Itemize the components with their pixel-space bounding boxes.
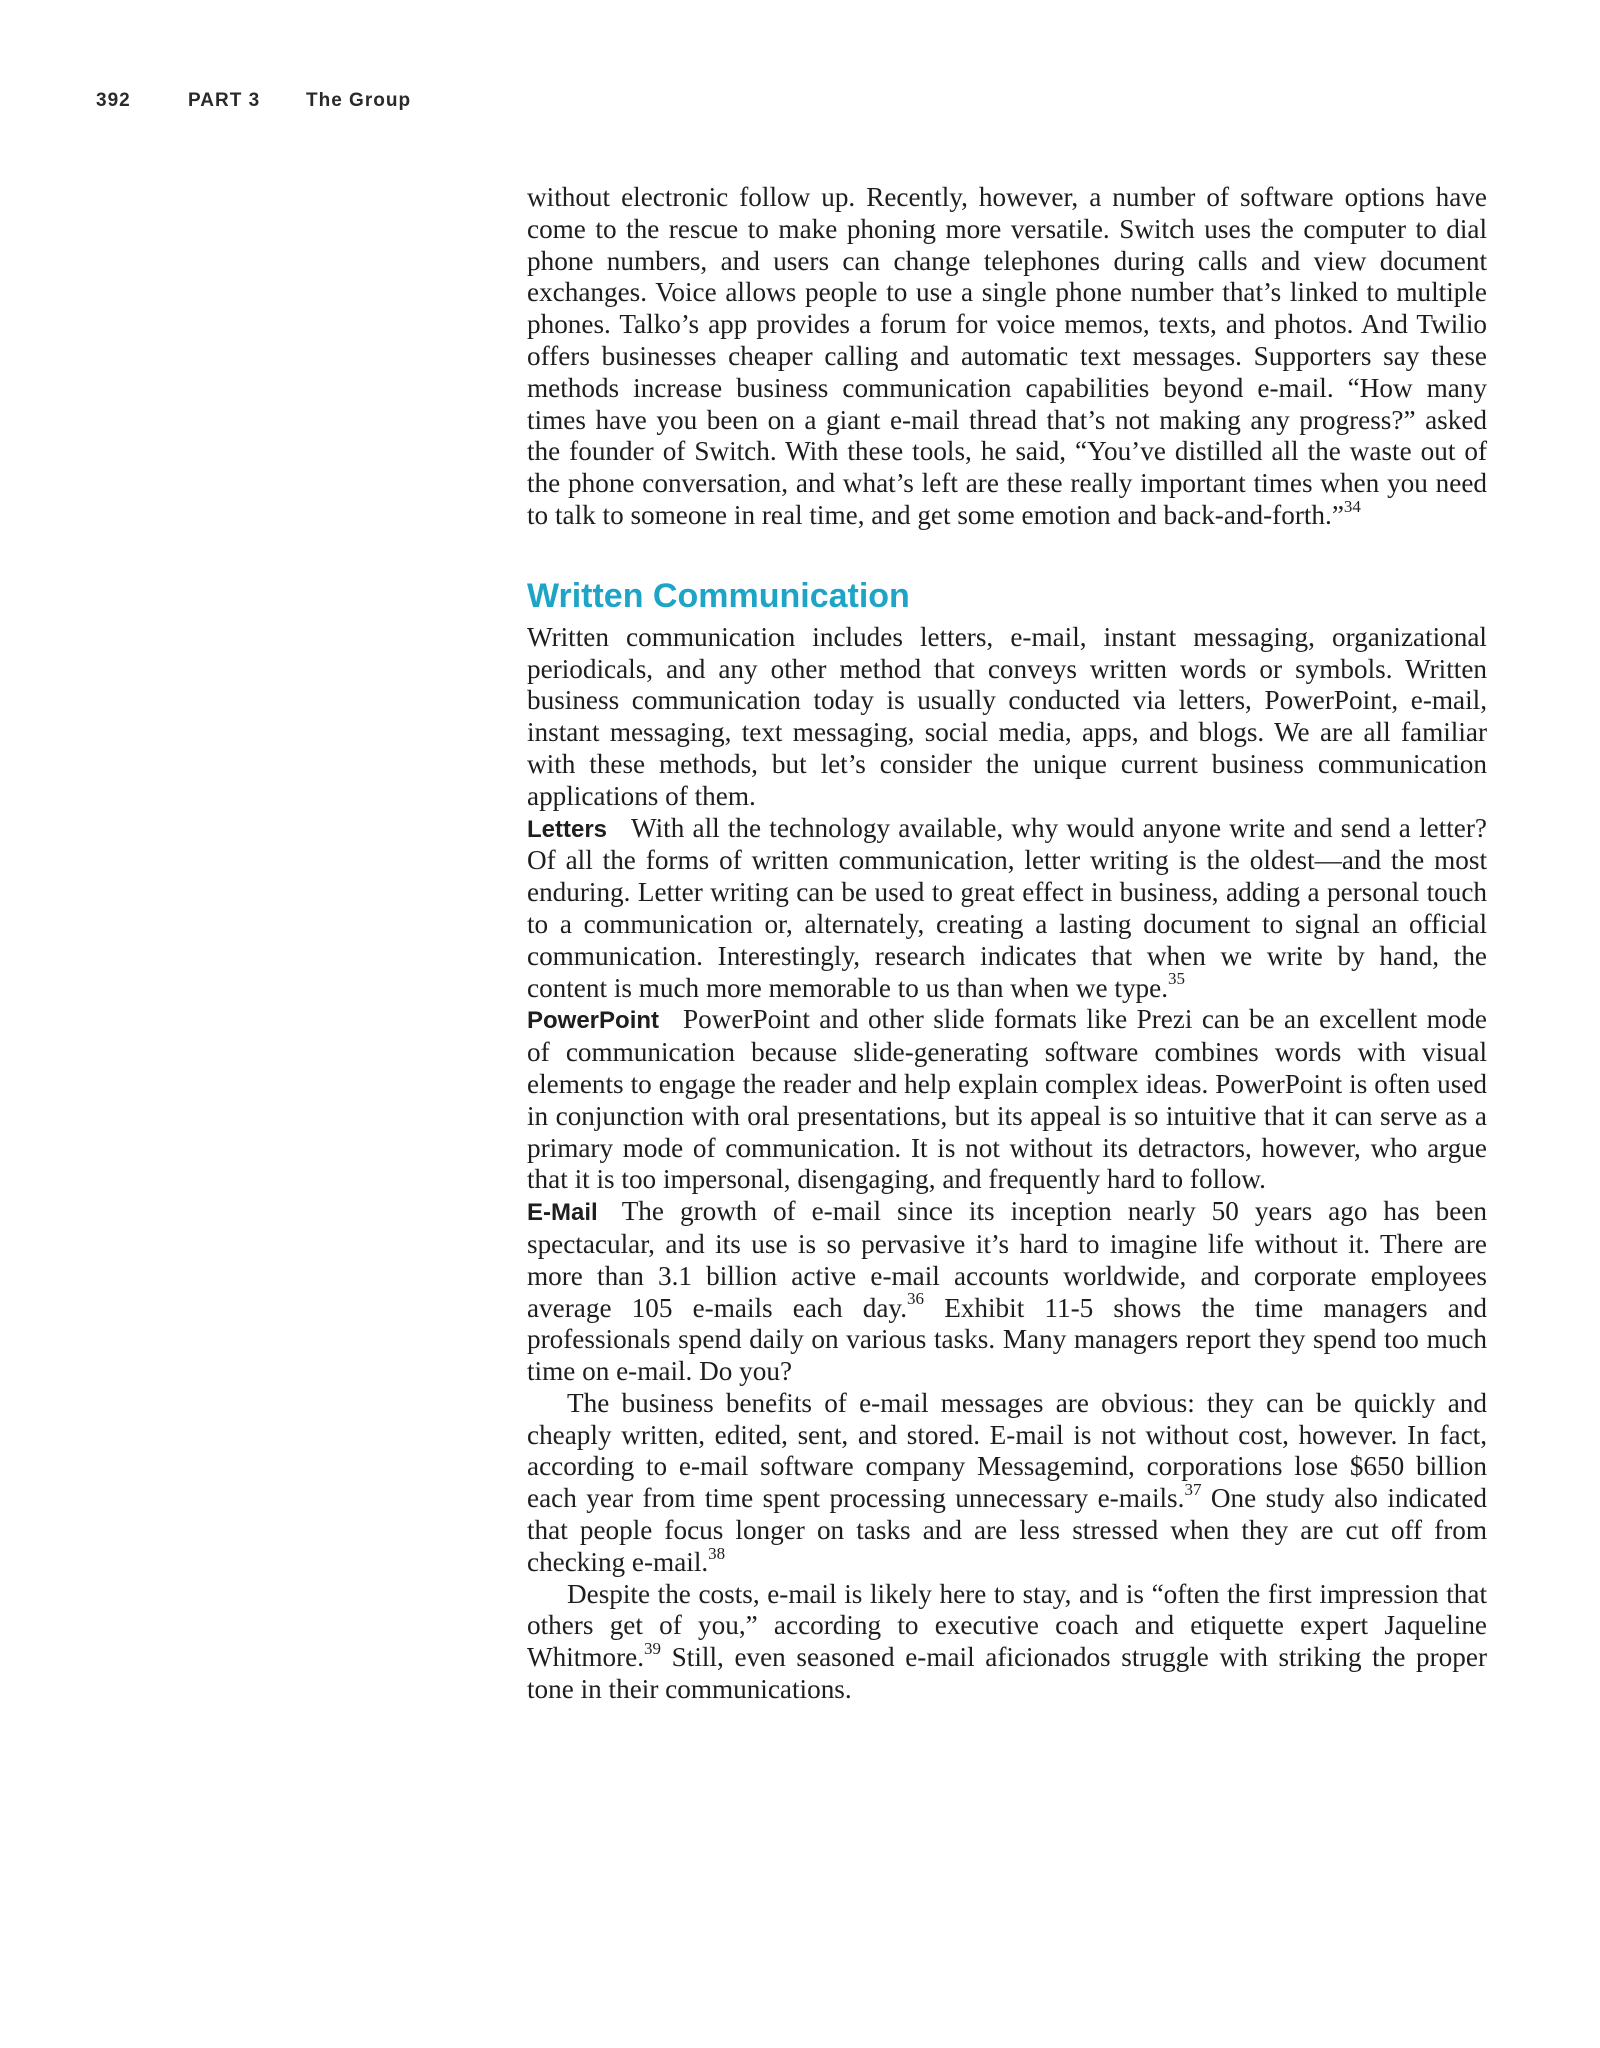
section-heading: Written Communication: [527, 576, 910, 615]
body-text: [527, 182, 1487, 1706]
email-heading: E-Mail: [527, 1199, 598, 1227]
part-label: PART 3: [188, 90, 261, 111]
letters-heading: Letters: [527, 815, 608, 843]
powerpoint-paragraph: PowerPoint PowerPoint and other slide formats like Prezi can be an excellent mode of communication because slide-generating software combines words with visual elements to engage the reader and help explain complex ideas. PowerPoint is often used in conjunction with oral presentations, but its appeal is so intuitive that it can serve as a primary mode of communication. It is not without its detractors, however, who argue that it is too impersonal, disengaging, and frequently hard to follow.: [527, 1004, 1487, 1195]
page-number: 392: [96, 90, 131, 111]
running-head: [96, 90, 411, 112]
email-paragraph-3: Despite the costs, e-mail is likely here to stay, and is “often the first impression that others get of you,” according to executive coach and etiquette expert Jaqueline Whitmore.$^{39}$ Still, even seasoned e-mail aficionados struggle with striking the proper tone in their communications.: [527, 1578, 1487, 1705]
footnote-ref: 35: [1168, 969, 1186, 989]
footnote-ref: 38: [708, 1543, 726, 1563]
letters-paragraph: Letters With all the technology available, why would anyone write and send a letter? Of all the forms of written communication, letter writing is the oldest—and the most enduring. Letter writing can be used to great effect in business, adding a personal touch to a communication or, alternately, creating a lasting document to signal an official communication. Interestingly, research indicates that when we write by hand, the content is much more memorable to us than when we type.$^{35}$: [527, 812, 1487, 1003]
powerpoint-heading: PowerPoint: [527, 1007, 660, 1035]
email-paragraph-1: E-Mail The growth of e-mail since its inception nearly 50 years ago has been spectacular, and its use is so pervasive it’s hard to imagine life without it. There are more than 3.1 billion active e-mail accounts worldwide, and corporate employees average 105 e-mails each day.$^{36}$ Exhibit 11-5 shows the time managers and professionals spend daily on various tasks. Many managers report they spend too much time on e-mail. Do you?: [527, 1196, 1487, 1387]
part-title: The Group: [306, 90, 412, 111]
footnote-ref: 39: [644, 1639, 662, 1659]
intro-paragraph: without electronic follow up. Recently, however, a number of software options have come to the rescue to make phoning more versatile. Switch uses the computer to dial phone numbers, and users can change telephones during calls and view document exchanges. Voice allows people to use a single phone number that’s linked to multiple phones. Talko’s app provides a forum for voice memos, texts, and photos. And Twilio offers businesses cheaper calling and automatic text messages. Supporters say these methods increase business communication capabilities beyond e-mail. “How many times have you been on a giant e-mail thread that’s not making any progress?” asked the founder of Switch. With these tools, he said, “You’ve distilled all the waste out of the phone conversation, and what’s left are these really important times when you need to talk to someone in real time, and get some emotion and back-and-forth.”$^{34}$: [527, 182, 1487, 530]
footnote-ref: 37: [1184, 1480, 1202, 1500]
footnote-ref: 36: [907, 1289, 925, 1309]
written-paragraph: Written communication includes letters, e-mail, instant messaging, organizational periodicals, and any other method that conveys written words or symbols. Written business communication today is usually conducted via letters, PowerPoint, e-mail, instant messaging, text messaging, social media, apps, and blogs. We are all familiar with these methods, but let’s consider the unique current business communication applications of them.: [527, 621, 1487, 811]
footnote-ref: 34: [1343, 496, 1361, 516]
email-paragraph-2: The business benefits of e-mail messages are obvious: they can be quickly and cheaply written, edited, sent, and stored. E-mail is not without cost, however. In fact, according to e-mail software company Messagemind, corporations lose $650 billion each year from time spent processing unnecessary e-mails.$^{37}$ One study also indicated that people focus longer on tasks and are less stressed when they are cut off from checking e-mail.$^{38}$: [527, 1387, 1487, 1577]
